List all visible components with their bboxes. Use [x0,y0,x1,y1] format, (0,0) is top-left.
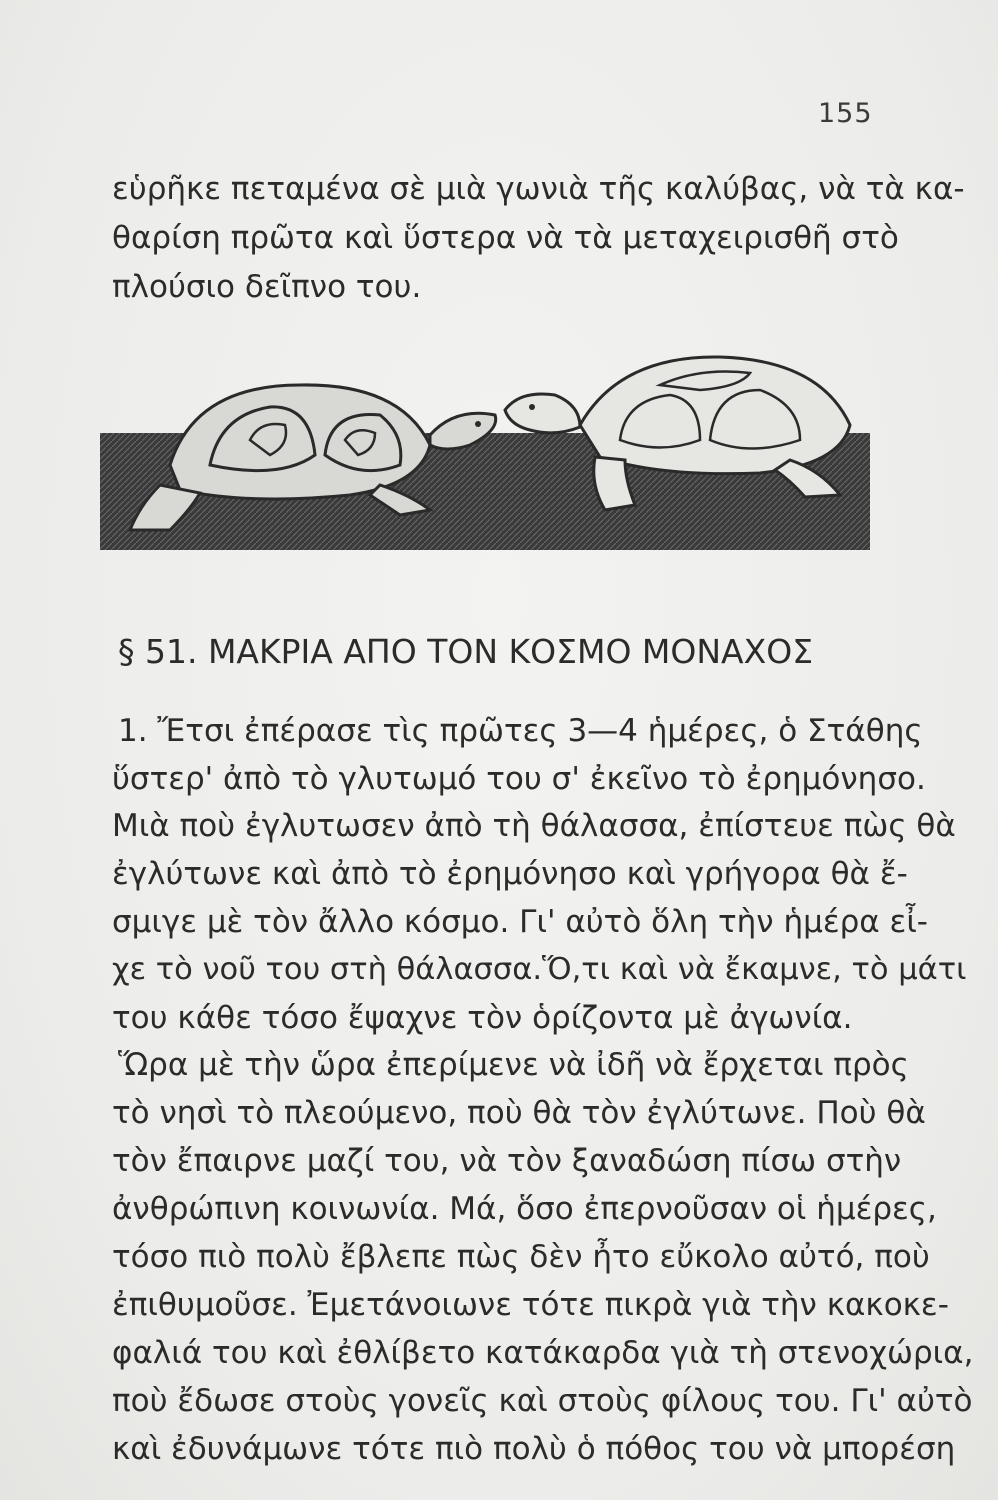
intro-line: θαρίση πρῶτα καὶ ὕστερα νὰ τὰ μεταχειρισθῆ στὸ [112,220,899,256]
body-line: ἐπιθυμοῦσε. Ἐμετάνοιωνε τότε πικρὰ γιὰ τὴν κακοκε- [112,1287,949,1323]
body-line: ἐγλύτωνε καὶ ἀπὸ τὸ ἐρημόνησο καὶ γρήγορα θὰ ἔ- [112,856,908,892]
body-line: ὕστερ' ἀπὸ τὸ γλυτωμό του σ' ἐκεῖνο τὸ ἐρημόνησο. [112,761,926,797]
body-line: τὸν ἔπαιρνε μαζί του, νὰ τὸν ξαναδώση πίσω στὴν [112,1143,902,1179]
body-line: ποὺ ἔδωσε στοὺς γονεῖς καὶ στοὺς φίλους του. Γι' αὐτὸ [112,1383,973,1419]
page-number: 155 [818,98,873,129]
body-line: ἀνθρώπινη κοινωνία. Μά, ὅσο ἐπερνοῦσαν οἱ ἡμέρες, [112,1191,937,1227]
body-line: καὶ ἐδυνάμωνε τότε πιὸ πολὺ ὁ πόθος του νὰ μπορέση [112,1431,956,1467]
intro-line: πλούσιο δεῖπνο του. [112,269,422,305]
body-line: τὸ νησὶ τὸ πλεούμενο, ποὺ θὰ τὸν ἐγλύτωνε. Ποὺ θὰ [112,1095,926,1131]
body-line: φαλιά του καὶ ἐθλίβετο κατάκαρδα γιὰ τὴ στενοχώρια, [112,1335,974,1371]
body-line: Μιὰ ποὺ ἐγλυτωσεν ἀπὸ τὴ θάλασσα, ἐπίστευε πὼς θὰ [112,808,956,844]
body-line: τόσο πιὸ πολὺ ἔβλεπε πὼς δὲν ἦτο εὔκολο αὐτό, ποὺ [112,1239,930,1275]
body-line: χε τὸ νοῦ του στὴ θάλασσα.Ὅ,τι καὶ νὰ ἔκαμνε, τὸ μάτι [112,952,967,987]
body-line: σμιγε μὲ τὸν ἄλλο κόσμο. Γι' αὐτὸ ὅλη τὴν ἡμέρα εἶ- [112,904,928,940]
tortoises-illustration [100,345,870,550]
body-line: 1. Ἔτσι ἐπέρασε τὶς πρῶτες 3—4 ἡμέρες, ὁ Στάθης [118,713,923,749]
section-heading: § 51. ΜΑΚΡΙΑ ΑΠΟ ΤΟΝ ΚΟΣΜΟ ΜΟΝΑΧΟΣ [118,632,814,671]
intro-line: εὑρῆκε πεταμένα σὲ μιὰ γωνιὰ τῆς καλύβας, νὰ τὰ κα- [112,171,965,207]
body-line: του κάθε τόσο ἔψαχνε τὸν ὁρίζοντα μὲ ἀγωνία. [112,1000,853,1036]
body-line: Ὥρα μὲ τὴν ὥρα ἐπερίμενε νὰ ἰδῆ νὰ ἔρχεται πρὸς [118,1047,909,1083]
